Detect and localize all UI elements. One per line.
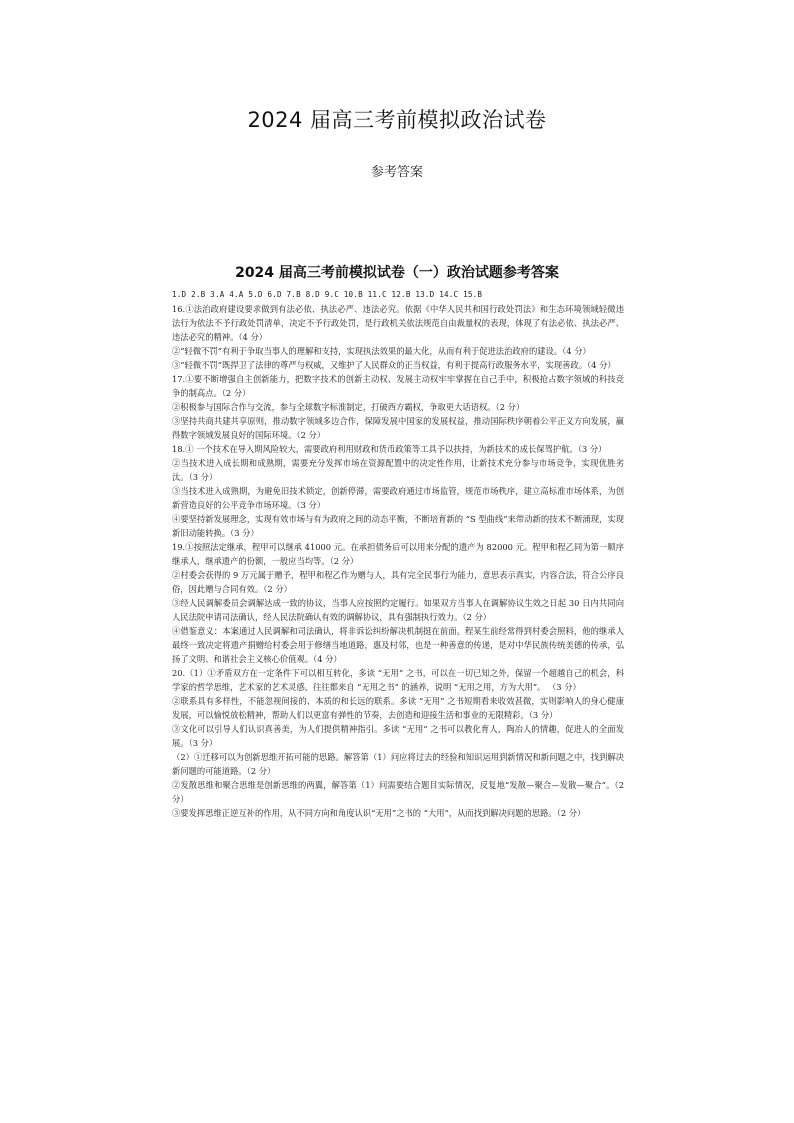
answer-paragraph: ③文化可以引导人们认识真善美，为人们提供精神指引。多读 “无用” 之书可以教化育人，陶冶人的情趣，促进人的全面发展。（3 分） bbox=[172, 724, 624, 748]
answer-paragraph: 19.①按照法定继承，程甲可以继承 41000 元。在承担债务后可以用来分配的遗产为 82000 元。程甲和程乙同为第一顺序继承人，继承遗产的份额，一般应当均等。（2 分） bbox=[172, 542, 624, 566]
answer-paragraph: ④借鉴意义：本案通过人民调解和司法确认，将非诉讼纠纷解决机制挺在前面。程某生前经常得到村委会照料，他的继承人最终一致决定将遗产捐赠给村委会用于修缮当地道路，惠及村邻，也是一种善意的传递，是对中华民族传统美德的传承，弘扬了文明、和谐社会主义核心价值观。（4 分） bbox=[172, 626, 624, 664]
answer-paragraph: ②积极参与国际合作与交流，参与全球数字标准制定，打破西方霸权，争取更大话语权。（2 分） bbox=[172, 402, 525, 412]
answer-paragraph: ②“轻微不罚”有利于争取当事人的理解和支持，实现执法效果的最大化，从而有利于促进法治政府的建设。（4 分） bbox=[172, 346, 591, 356]
answer-paragraph: ③要发挥思维正逆互补的作用，从不同方向和角度认识“无用”之书的 “大用”，从而找到解决问题的思路。（2 分） bbox=[172, 808, 586, 818]
answer-paragraph: ②当技术进入成长期和成熟期，需要充分发挥市场在资源配置中的决定性作用，让新技术充分参与市场竞争，实现优胜劣汰。（3 分） bbox=[172, 458, 624, 482]
document-title: 2024 届高三考前模拟政治试卷 bbox=[247, 108, 547, 132]
answer-paragraph: ③“轻微不罚”既捍卫了法律的尊严与权威，又维护了人民群众的正当权益，有利于提高行政服务水平，实现善政。（4 分） bbox=[172, 360, 616, 370]
answer-paragraph: 16.①法治政府建设要求做到有法必依、执法必严、违法必究。依据《中华人民共和国行政处罚法》和生态环境领域轻微违法行为依法不予行政处罚清单，决定不予行政处罚，是行政机关依法规范自由裁量权的表现，体现了有法必依、执法必严、违法必究的精神。（4 分） bbox=[172, 304, 624, 342]
answer-paragraph: ②联系具有多样性，不能忽视间接的、本质的和长远的联系。多读 “无用” 之书短期看来收效甚微，实则影响人的身心健康发展，可以愉悦放松精神，帮助人们以更富有弹性的节奏，去创造和迎接生活和事业的无限精彩。（3 分） bbox=[172, 696, 624, 720]
answer-paragraph: ②发散思维和聚合思维是创新思维的两翼，解答第（1）问需要结合题目实际情况，反复地“发散—聚合—发散—聚合”。（2 分） bbox=[172, 780, 624, 804]
answer-paragraph: 20.（1）①矛盾双方在一定条件下可以相互转化，多读 “无用” 之书，可以在一切已知之外，保留一个超越自己的机会，科学家的哲学思维，艺术家的艺术灵感，往往都来自 “无用之书” 的涵养，说明 “无用之用，方为大用”。 （3 分） bbox=[172, 668, 624, 692]
answer-paragraph: ③当技术进入成熟期，为避免旧技术锁定，创新停滞，需要政府通过市场监管，规范市场秩序，建立高标准市场体系，为创新营造良好的公平竞争市场环境。（3 分） bbox=[172, 486, 624, 510]
answer-paragraph: 17.①要不断增强自主创新能力，把数字技术的创新主动权、发展主动权牢牢掌握在自己手中，积极抢占数字领域的科技竞争的制高点。（2 分） bbox=[172, 374, 624, 398]
multiple-choice-answer-key: 1.D 2.B 3.A 4.A 5.D 6.D 7.B 8.D 9.C 10.B 11.C 12.B 13.D 14.C 15.B bbox=[172, 290, 483, 299]
section-title: 2024 届高三考前模拟试卷（一）政治试题参考答案 bbox=[235, 265, 559, 281]
answer-paragraph: 18.① 一个技术在导入期风险较大，需要政府利用财政和货币政策等工具予以扶持，为新技术的成长保驾护航。（3 分） bbox=[172, 444, 607, 454]
answer-paragraph: ③经人民调解委员会调解达成一致的协议，当事人应按照约定履行。如果双方当事人在调解协议生效之日起 30 日内共同向人民法院申请司法确认，经人民法院确认有效的调解协议，具有强制执行效力。（2 分） bbox=[172, 598, 624, 622]
answer-paragraph: （2）①迁移可以为创新思维开拓可能的思路。解答第（1）问应将过去的经验和知识运用到新情况和新问题之中，找到解决新问题的可能道路。（2 分） bbox=[172, 752, 624, 776]
answer-paragraph: ③坚持共商共建共享原则，推动数字领域多边合作，保障发展中国家的发展权益，推动国际秩序朝着公平正义方向发展，赢得数字领域发展良好的国际环境。（2 分） bbox=[172, 416, 624, 440]
answer-content bbox=[172, 288, 624, 820]
answer-paragraph: ②村委会获得的 9 万元属于赠予，程甲和程乙作为赠与人，具有完全民事行为能力，意思表示真实，内容合法，符合公序良俗，因此赠与合同有效。（2 分） bbox=[172, 570, 624, 594]
answer-paragraph: ④要坚持新发展理念，实现有效市场与有为政府之间的动态平衡，不断培育新的 “S 型曲线”来带动新的技术不断涌现，实现新旧动能转换。（3 分） bbox=[172, 514, 624, 538]
document-subtitle: 参考答案 bbox=[370, 165, 423, 180]
